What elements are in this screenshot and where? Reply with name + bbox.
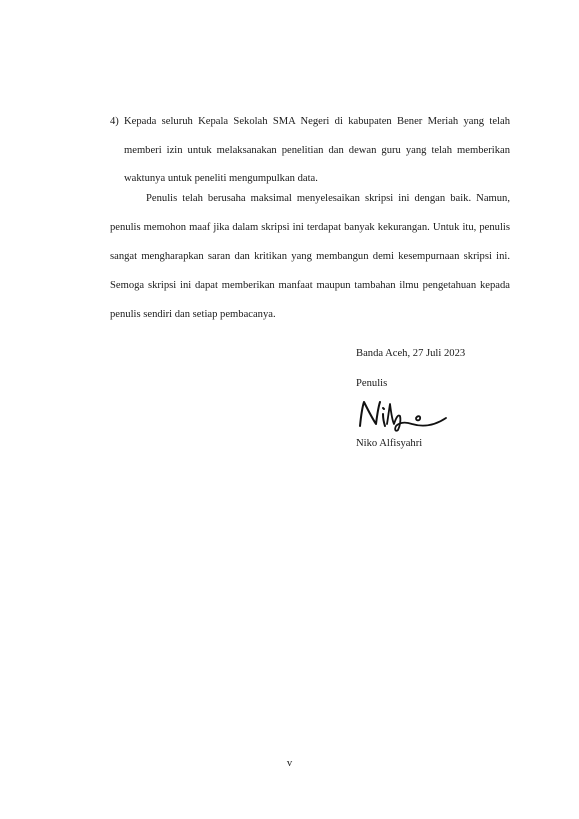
list-item-4 — [110, 108, 510, 194]
place-date: Banda Aceh, 27 Juli 2023 — [356, 348, 466, 359]
author-name: Niko Alfisyahri — [356, 438, 423, 449]
page-number: v — [286, 758, 293, 769]
author-role: Penulis — [356, 378, 388, 389]
list-item-text: Kepada seluruh Kepala Sekolah SMA Negeri di kabupaten Bener Meriah yang telah memberi izin untuk melaksanakan penelitian dan dewan guru yang telah memberikan waktunya untuk peneliti mengumpulkan data. — [124, 116, 510, 184]
handwritten-signature — [356, 396, 448, 432]
list-item-number: 4) — [110, 116, 119, 127]
closing-paragraph: Penulis telah berusaha maksimal menyelesaikan skripsi ini dengan baik. Namun, penulis memohon maaf jika dalam skripsi ini terdapat banyak kekurangan. Untuk itu, penulis sangat mengharapkan saran dan kritikan yang membangun demi kesempurnaan skripsi ini. Semoga skripsi ini dapat memberikan manfaat maupun tambahan ilmu pengetahuan kepada penulis sendiri dan setiap pembacanya. — [110, 193, 510, 320]
